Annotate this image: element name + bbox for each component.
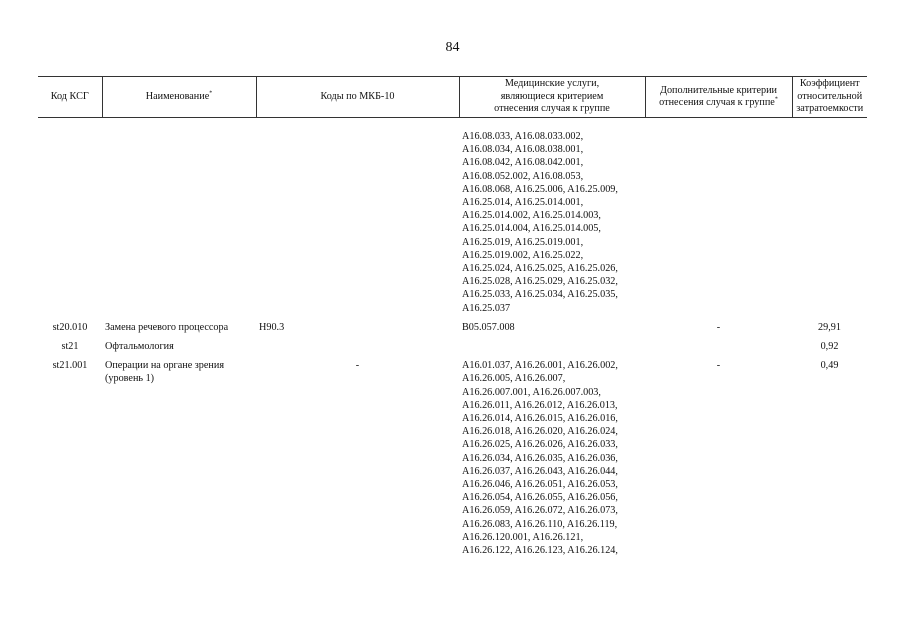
header-criteria: Дополнительные критерии отнесения случая к группе* — [645, 77, 792, 118]
criteria-cell — [645, 334, 792, 353]
coef-cell: 29,91 — [818, 321, 841, 333]
services-cell — [459, 334, 645, 353]
ksg-name: Операции на органе зрения (уровень 1) — [105, 360, 225, 385]
services-cell: B05.057.008 — [462, 321, 515, 333]
table-row-continuation — [38, 130, 867, 315]
services-cell: A16.01.037, A16.26.001, A16.26.002, A16.26.005, A16.26.007, A16.26.007.001, A16.26.007.003, A16.26.011, A16.26.012, A16.26.013, A16.26.014, A16.26.015, A16.26.016, A16.26.018, A16.26.020, A16.26.024, A16.26.025, A16.26.026, A16.26.033, A16.26.034, A16.26.035, A16.26.036, A16.26.037, A16.26.043, A16.26.044, A16.26.046, A16.26.051, A16.26.053, A16.26.054, A16.26.055, A16.26.056, A16.26.059, A16.26.072, A16.26.073, A16.26.083, A16.26.110, A16.26.119, A16.26.120.001, A16.26.121, A16.26.122, A16.26.123, A16.26.124, — [462, 360, 618, 557]
table-row — [38, 315, 867, 334]
header-name: Наименование* — [102, 77, 256, 118]
header-services: Медицинские услуги, являющиеся критерием отнесения случая к группе — [459, 77, 645, 118]
ksg-name: Замена речевого процессора — [105, 321, 229, 333]
ksg-name: Офтальмология — [105, 341, 174, 353]
coef-cell: 0,92 — [820, 341, 839, 353]
header-mkb: Коды по МКБ-10 — [256, 77, 459, 118]
table-header-row — [38, 77, 867, 118]
ksg-code: st21.001 — [52, 360, 88, 372]
coef-cell: 0,49 — [820, 360, 839, 372]
mkb-codes — [256, 334, 459, 353]
header-code: Код КСГ — [38, 77, 102, 118]
table-row — [38, 334, 867, 353]
ksg-table — [38, 76, 867, 557]
mkb-codes: - — [355, 360, 360, 372]
table-row — [38, 353, 867, 557]
criteria-cell: - — [716, 360, 721, 372]
mkb-codes: H90.3 — [259, 321, 285, 333]
criteria-cell: - — [716, 321, 721, 333]
header-coef: Коэффициент относительной затратоемкости — [792, 77, 867, 118]
services-cell: A16.08.033, A16.08.033.002, A16.08.034, A16.08.038.001, A16.08.042, A16.08.042.001, A16.08.052.002, A16.08.053, A16.08.068, A16.25.006, A16.25.009, A16.25.014, A16.25.014.001, A16.25.014.002, A16.25.014.003, A16.25.014.004, A16.25.014.005, A16.25.019, A16.25.019.001, A16.25.019.002, A16.25.022, A16.25.024, A16.25.025, A16.25.026, A16.25.028, A16.25.029, A16.25.032, A16.25.033, A16.25.034, A16.25.035, A16.25.037 — [462, 131, 618, 314]
ksg-code: st20.010 — [52, 321, 88, 333]
page-number: 84 — [445, 40, 460, 55]
ksg-code: st21 — [61, 341, 79, 353]
